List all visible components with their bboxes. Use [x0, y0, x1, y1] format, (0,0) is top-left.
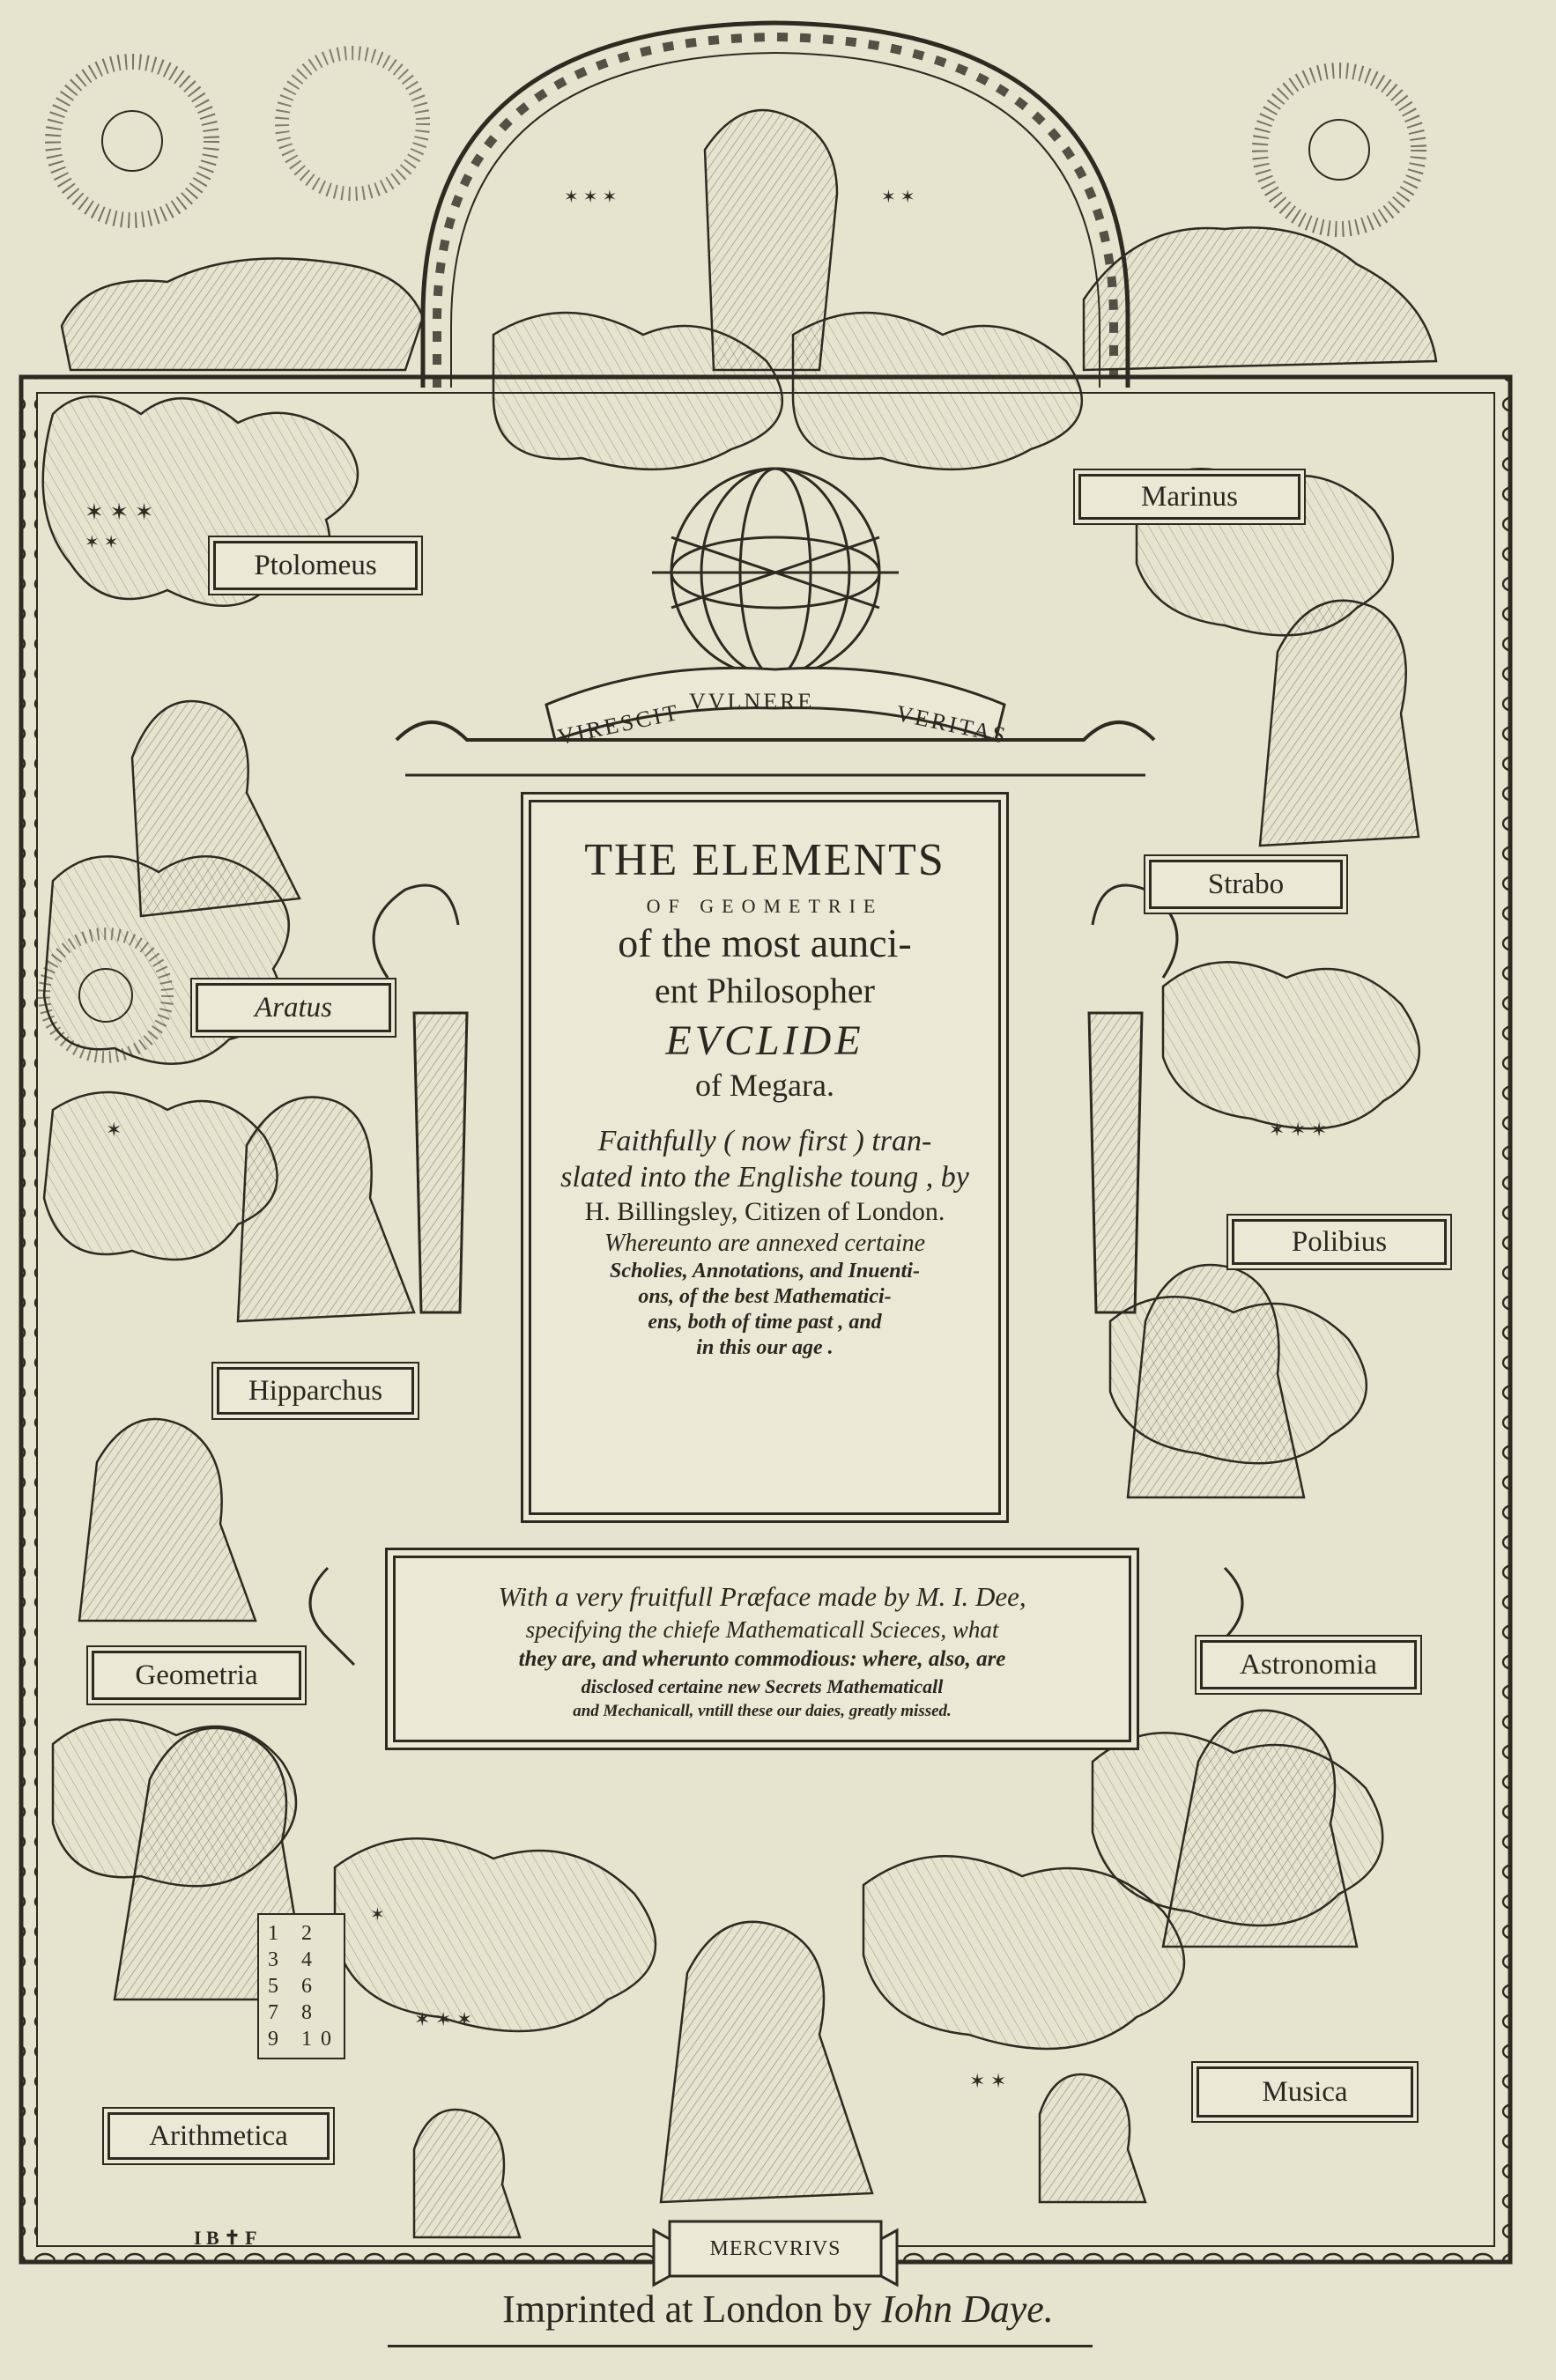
- preface-line-3: they are, and wherunto commodious: where, also, are: [518, 1647, 1006, 1671]
- title-line-2: ent Philosopher: [655, 971, 875, 1010]
- svg-text:✶ ✶: ✶ ✶: [969, 2070, 1007, 2092]
- svg-text:✶: ✶: [106, 1119, 122, 1141]
- label-marinus: Marinus: [1078, 474, 1300, 520]
- label-strabo: Strabo: [1149, 860, 1343, 909]
- preface-line-2: specifying the chiefe Mathematicall Scieces, what: [525, 1616, 999, 1643]
- numbers-row: 7 8: [268, 2001, 321, 2024]
- preface-line-4: disclosed certaine new Secrets Mathematicall: [581, 1675, 944, 1697]
- translation-line-1: Faithfully ( now first ) tran-: [597, 1125, 932, 1157]
- translation-line-2: slated into the Englishe toung , by: [560, 1161, 969, 1194]
- title-main: THE ELEMENTS: [584, 835, 945, 885]
- label-geometria: Geometria: [92, 1651, 301, 1700]
- svg-text:✶ ✶ ✶: ✶ ✶ ✶: [564, 188, 618, 207]
- label-astronomia: Astronomia: [1200, 1640, 1417, 1689]
- title-panel: [529, 800, 1001, 1515]
- label-arithmetica: Arithmetica: [107, 2112, 330, 2160]
- title-author: EVCLIDE: [665, 1017, 864, 1064]
- numbers-row: 1 2: [268, 1922, 321, 1945]
- translation-line-8: in this our age .: [696, 1336, 834, 1360]
- label-mercurius: MERCVRIVS: [709, 2237, 841, 2260]
- svg-text:✶ ✶: ✶ ✶: [881, 188, 915, 207]
- numbers-row: 3 4: [268, 1948, 321, 1971]
- imprint-printer: Iohn Daye.: [881, 2288, 1054, 2331]
- preface-line-1: With a very fruitfull Præface made by M. I. Dee,: [498, 1581, 1026, 1612]
- label-musica: Musica: [1197, 2066, 1413, 2118]
- motto-left: VIRESCIT: [555, 698, 683, 750]
- numbers-row: 5 6: [268, 1975, 321, 1998]
- engraver-signature: I B ✝ F: [194, 2227, 257, 2249]
- svg-text:✶ ✶: ✶ ✶: [85, 533, 119, 552]
- title-place: of Megara.: [695, 1068, 834, 1103]
- label-polibius: Polibius: [1232, 1219, 1447, 1265]
- translation-line-4: Whereunto are annexed certaine: [604, 1229, 926, 1257]
- label-aratus: Aratus: [196, 983, 391, 1032]
- label-hipparchus: Hipparchus: [217, 1367, 414, 1415]
- svg-text:✶ ✶ ✶: ✶ ✶ ✶: [1269, 1119, 1328, 1141]
- imprint-text: Imprinted at London by: [502, 2288, 872, 2331]
- motto-right: VERITAS: [893, 699, 1011, 750]
- svg-text:✶: ✶: [370, 1905, 385, 1925]
- preface-panel: [393, 1556, 1131, 1742]
- imprint: [0, 2287, 1556, 2332]
- numbers-tablet: [257, 1913, 345, 2059]
- label-ptolomeus: Ptolomeus: [213, 541, 418, 590]
- svg-text:✶ ✶ ✶: ✶ ✶ ✶: [414, 2008, 473, 2030]
- imprint-rule: [388, 2345, 1093, 2347]
- title-line-1: of the most aunci-: [618, 920, 912, 965]
- svg-text:✶ ✶ ✶: ✶ ✶ ✶: [85, 499, 154, 525]
- translation-line-3: H. Billingsley, Citizen of London.: [584, 1196, 945, 1226]
- title-sub: OF GEOMETRIE: [646, 895, 884, 917]
- translation-line-5: Scholies, Annotations, and Inuenti-: [610, 1259, 920, 1282]
- preface-line-5: and Mechanicall, vntill these our daies, greatly missed.: [573, 1702, 952, 1720]
- translation-line-7: ens, both of time past , and: [648, 1311, 882, 1334]
- motto-middle: VVLNERE: [689, 689, 815, 714]
- translation-line-6: ons, of the best Mathematici-: [638, 1284, 892, 1308]
- numbers-row: 9 10: [268, 2028, 340, 2051]
